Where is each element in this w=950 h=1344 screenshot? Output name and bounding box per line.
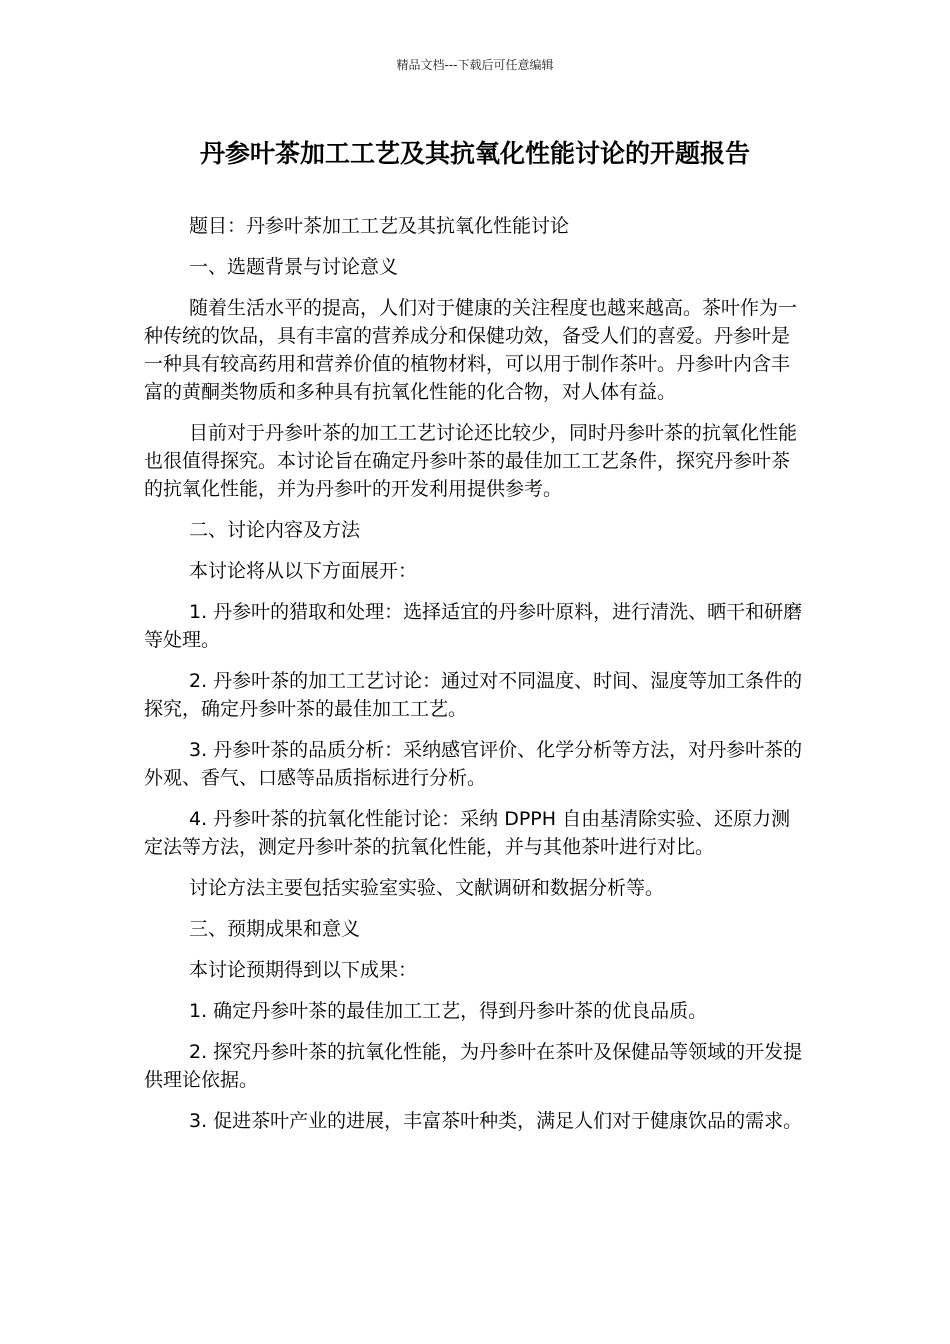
paragraph-purpose: 目前对于丹参叶茶的加工工艺讨论还比较少，同时丹参叶茶的抗氧化性能也很值得探究。本讨论旨在确定丹参叶茶的最佳加工工艺条件，探究丹参叶茶的抗氧化性能，并为丹参叶的开发利用提供参考。 [144, 422, 798, 500]
list-item-content-3: 3. 丹参叶茶的品质分析：采纳感官评价、化学分析等方法，对丹参叶茶的外观、香气、口感等品质指标进行分析。 [144, 739, 803, 789]
list-item-outcome-3: 3. 促进茶叶产业的进展，丰富茶叶种类，满足人们对于健康饮品的需求。 [189, 1110, 803, 1132]
paragraph-background: 随着生活水平的提高，人们对于健康的关注程度也越来越高。茶叶作为一种传统的饮品，具有丰富的营养成分和保健功效，备受人们的喜爱。丹参叶是一种具有较高药用和营养价值的植物材料，可以用于制作茶叶。丹参叶内含丰富的黄酮类物质和多种具有抗氧化性能的化合物，对人体有益。 [144, 297, 798, 403]
list-item-content-4: 4. 丹参叶茶的抗氧化性能讨论：采纳 DPPH 自由基清除实验、还原力测定法等方法，测定丹参叶茶的抗氧化性能，并与其他茶叶进行对比。 [144, 808, 791, 858]
list-item-content-1: 1. 丹参叶的猎取和处理：选择适宜的丹参叶原料，进行清洗、晒干和研磨等处理。 [144, 601, 803, 651]
paragraph-methods: 讨论方法主要包括实验室实验、文献调研和数据分析等。 [189, 877, 665, 899]
list-item-outcome-2: 2. 探究丹参叶茶的抗氧化性能，为丹参叶在茶叶及保健品等领域的开发提供理论依据。 [144, 1041, 803, 1091]
list-item-content-2: 2. 丹参叶茶的加工工艺讨论：通过对不同温度、时间、湿度等加工条件的探究，确定丹参叶茶的最佳加工工艺。 [144, 670, 803, 720]
paragraph-outcomes-intro: 本讨论预期得到以下成果： [189, 959, 418, 981]
section-heading-content-methods: 二、讨论内容及方法 [189, 519, 361, 541]
list-item-outcome-1: 1. 确定丹参叶茶的最佳加工工艺，得到丹参叶茶的优良品质。 [189, 1000, 708, 1022]
paragraph-content-intro: 本讨论将从以下方面展开： [189, 560, 418, 582]
subject-line: 题目：丹参叶茶加工工艺及其抗氧化性能讨论 [189, 215, 570, 237]
section-heading-background: 一、选题背景与讨论意义 [189, 256, 399, 278]
section-heading-outcomes: 三、预期成果和意义 [189, 918, 361, 940]
document-title: 丹参叶茶加工工艺及其抗氧化性能讨论的开题报告 [199, 139, 750, 168]
document-body [144, 212, 804, 1148]
header-note: 精品文档---下载后可任意编辑 [396, 58, 554, 72]
